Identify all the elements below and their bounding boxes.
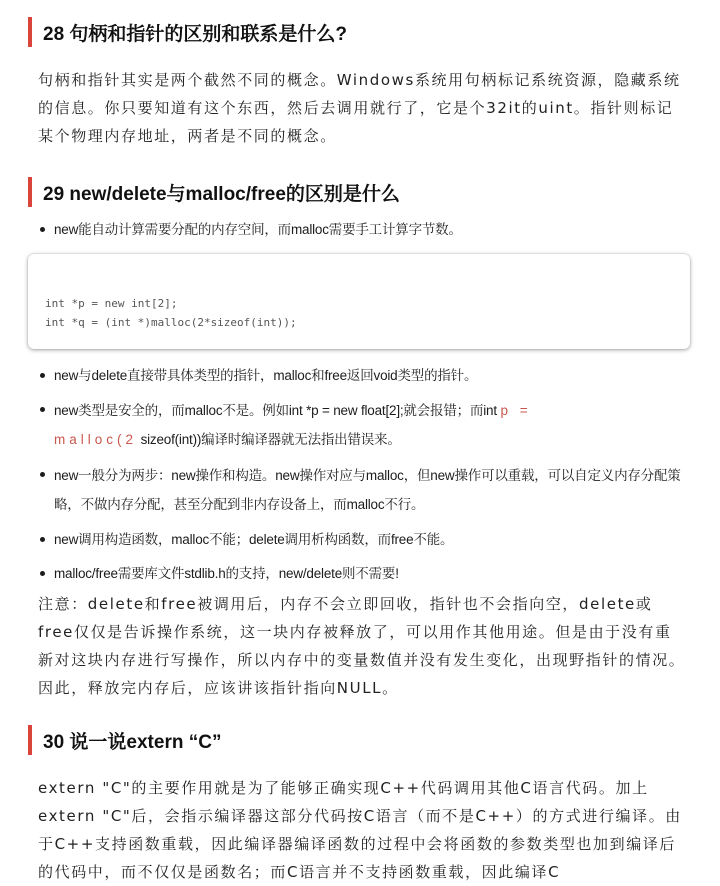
section-28-paragraph: 句柄和指针其实是两个截然不同的概念。Windows系统用句柄标记系统资源，隐藏系统的信息。你只要知道有这个东西，然后去调用就行了，它是个32it的uint。指针则标记某个物理内存地址，两者是不同的概念。 [38, 71, 681, 145]
code-block [28, 254, 690, 349]
code-line: int *q = (int *)malloc(2*sizeof(int)); [45, 316, 297, 329]
list-item-text: new类型是安全的，而malloc不是。例如int *p = new float[2];就会报错；而int [54, 403, 501, 418]
list-item: new与delete直接带具体类型的指针，malloc和free返回void类型的指针。 [38, 362, 698, 389]
section-29-heading [28, 176, 400, 208]
section-28-heading [28, 16, 347, 48]
code-line: int *p = new int[2]; [45, 297, 178, 310]
list-item: new一般分为两步：new操作和构造。new操作对应与malloc，但new操作可以重载，可以自定义内存分配策略，不做内存分配，甚至分配到非内存设备上，而malloc不行。 [38, 461, 698, 519]
inline-code-red: malloc(2 [54, 432, 138, 447]
heading-accent-bar [28, 17, 32, 47]
list-item-text: sizeof(int))编译时编译器就无法指出错误来。 [137, 432, 401, 447]
bullet-list-before-code [38, 216, 698, 243]
heading-accent-bar [28, 177, 32, 207]
section-30-paragraph: extern "C"的主要作用就是为了能够正确实现C++代码调用其他C语言代码。加上extern "C"后，会指示编译器这部分代码按C语言（而不是C++）的方式进行编译。由于C++支持函数重载，因此编译器编译函数的过程中会将函数的参数类型也加到编译后的代码中，而不仅仅是函数名；而C语言并不支持函数重载，因此编译C [38, 779, 682, 881]
section-30-title: 30 说一说extern “C” [43, 731, 222, 753]
section-28-title: 28 句柄和指针的区别和联系是什么? [43, 23, 348, 45]
section-29-title: 29 new/delete与malloc/free的区别是什么 [43, 183, 400, 205]
code-content [45, 294, 297, 332]
list-item: new能自动计算需要分配的内存空间，而malloc需要手工计算字节数。 [38, 216, 698, 243]
bullet-list-after-code [38, 362, 698, 587]
heading-accent-bar [28, 725, 32, 755]
list-item [38, 396, 698, 454]
list-item: malloc/free需要库文件stdlib.h的支持，new/delete则不需要! [38, 560, 698, 587]
section-30-heading [28, 724, 221, 756]
list-item: new调用构造函数，malloc不能；delete调用析构函数，而free不能。 [38, 526, 698, 553]
section-29-note: 注意：delete和free被调用后，内存不会立即回收，指针也不会指向空，delete或free仅仅是告诉操作系统，这一块内存被释放了，可以用作其他用途。但是由于没有重新对这块内存进行写操作，所以内存中的变量数值并没有发生变化，出现野指针的情况。因此，释放完内存后，应该讲该指针指向NULL。 [38, 595, 686, 697]
inline-code-red: p = [500, 403, 532, 418]
